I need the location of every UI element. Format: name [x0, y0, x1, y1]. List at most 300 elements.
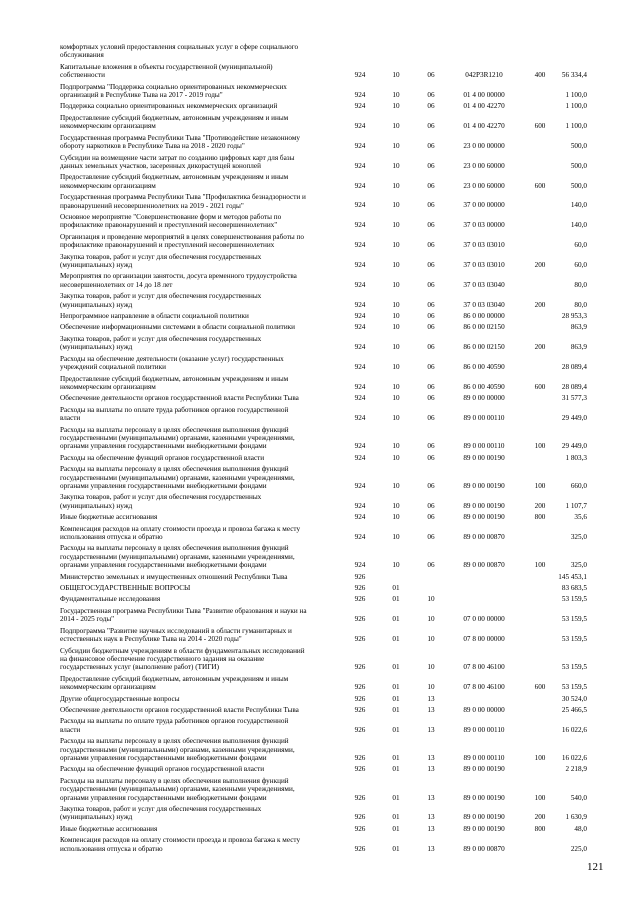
- row-code-section: 10: [392, 513, 400, 522]
- row-amount: 53 159,5: [561, 683, 587, 692]
- row-name: Обеспечение деятельности органов государственной власти Республики Тыва: [60, 394, 299, 403]
- row-amount: 145 453,1: [558, 572, 587, 581]
- table-row: [0, 836, 640, 853]
- row-code-main: 924: [354, 453, 366, 462]
- table-row: [0, 43, 640, 60]
- table-row: [0, 675, 640, 692]
- row-code-main: 924: [354, 142, 366, 151]
- row-code-target: 37 0 03 03040: [463, 280, 505, 289]
- row-code-expense-type: 400: [534, 71, 546, 80]
- row-amount: 30 524,0: [561, 694, 587, 703]
- row-code-expense-type: 200: [534, 501, 546, 510]
- table-row: [0, 335, 640, 352]
- row-code-target: 37 0 03 00000: [463, 221, 505, 230]
- row-code-target: 07 8 00 46100: [463, 663, 505, 672]
- row-amount: 28 089,4: [561, 362, 587, 371]
- row-code-subsection: 06: [427, 414, 435, 423]
- row-name: Непрограммное направление в области социальной политики: [60, 312, 249, 320]
- row-code-subsection: 06: [427, 90, 435, 99]
- row-code-section: 10: [392, 241, 400, 250]
- row-code-main: 926: [354, 793, 366, 802]
- row-code-expense-type: 200: [534, 343, 546, 352]
- row-code-subsection: 06: [427, 312, 435, 320]
- row-code-section: 01: [392, 793, 400, 802]
- row-code-section: 01: [392, 683, 400, 692]
- row-name: Министерство земельных и имущественных отношений Республики Тыва: [60, 572, 288, 581]
- row-name: Закупка товаров, работ и услуг для обеспечения государственных (муниципальных) нужд: [60, 292, 262, 309]
- row-amount: 325,0: [570, 561, 587, 570]
- row-name: Компенсация расходов на оплату стоимости проезда и провоза багажа к месту использования отпуска и обратно: [60, 524, 301, 541]
- row-code-subsection: 06: [427, 343, 435, 352]
- row-code-main: 924: [354, 161, 366, 170]
- row-code-subsection: 06: [427, 394, 435, 403]
- row-code-expense-type: 600: [534, 382, 546, 391]
- row-code-subsection: 06: [427, 362, 435, 371]
- row-name: Субсидии бюджетным учреждениям в области фундаментальных исследований на финансовое обеспечение государственного задания на оказание государственных услуг (выполнение работ) (ТИГИ): [60, 646, 305, 672]
- table-row: [0, 355, 640, 372]
- row-name: Предоставление субсидий бюджетным, автономным учреждениям и иным некоммерческим организациям: [60, 674, 289, 692]
- page-number: 121: [587, 861, 604, 873]
- row-amount: 83 683,5: [561, 584, 587, 592]
- row-code-main: 926: [354, 694, 366, 703]
- row-code-main: 924: [354, 442, 366, 451]
- row-amount: 1 107,7: [565, 501, 587, 510]
- row-code-subsection: 06: [427, 201, 435, 210]
- row-code-target: 86 0 00 40590: [463, 362, 505, 371]
- row-code-target: 37 0 03 03010: [463, 260, 505, 269]
- row-code-main: 924: [354, 362, 366, 371]
- table-row: [0, 426, 640, 451]
- row-code-section: 01: [392, 663, 400, 672]
- row-code-subsection: 10: [427, 615, 435, 624]
- row-code-main: 924: [354, 280, 366, 289]
- row-code-main: 926: [354, 813, 366, 822]
- row-code-main: 926: [354, 595, 366, 604]
- row-code-subsection: 06: [427, 453, 435, 462]
- row-code-main: 926: [354, 683, 366, 692]
- row-amount: 53 159,5: [561, 595, 587, 604]
- row-amount: 35,6: [574, 513, 587, 522]
- row-amount: 25 466,5: [561, 705, 587, 714]
- row-code-section: 10: [392, 394, 400, 403]
- row-code-subsection: 06: [427, 382, 435, 391]
- row-code-main: 924: [354, 532, 366, 541]
- row-code-main: 926: [354, 572, 366, 581]
- table-row: [0, 114, 640, 131]
- row-code-section: 01: [392, 753, 400, 762]
- row-code-target: 37 0 00 00000: [463, 201, 505, 210]
- row-code-section: 10: [392, 323, 400, 332]
- row-name: Расходы на выплаты по оплате труда работников органов государственной власти: [60, 717, 289, 734]
- row-code-main: 924: [354, 394, 366, 403]
- row-amount: 28 953,3: [561, 312, 587, 320]
- row-code-section: 01: [392, 584, 400, 592]
- row-code-section: 01: [392, 844, 400, 853]
- row-amount: 1 100,0: [565, 122, 587, 131]
- row-code-target: 89 0 00 00110: [463, 414, 505, 423]
- row-code-main: 926: [354, 753, 366, 762]
- table-row: [0, 375, 640, 392]
- row-code-subsection: 06: [427, 300, 435, 309]
- row-code-main: 924: [354, 181, 366, 190]
- row-code-subsection: 13: [427, 725, 435, 734]
- table-row: [0, 525, 640, 542]
- row-code-main: 926: [354, 663, 366, 672]
- row-code-section: 01: [392, 824, 400, 833]
- row-code-subsection: 13: [427, 844, 435, 853]
- table-row: [0, 647, 640, 672]
- row-name: Подпрограмма "Развитие научных исследований в области гуманитарных и естественных наук в Республике Тыва на 2014 - 2020 годы": [60, 626, 292, 643]
- row-code-target: 89 0 00 00190: [463, 813, 505, 822]
- row-code-main: 924: [354, 201, 366, 210]
- table-row: [0, 253, 640, 270]
- row-code-subsection: 10: [427, 595, 435, 604]
- row-amount: 60,0: [574, 241, 587, 250]
- row-amount: 140,0: [570, 221, 587, 230]
- row-name: Предоставление субсидий бюджетным, автономным учреждениям и иным некоммерческим организациям: [60, 374, 289, 391]
- row-code-expense-type: 200: [534, 260, 546, 269]
- row-code-main: 926: [354, 615, 366, 624]
- table-row: [0, 323, 640, 331]
- table-row: [0, 805, 640, 822]
- row-code-main: 924: [354, 102, 366, 111]
- row-name: Государственная программа Республики Тыва "Развитие образования и науки на 2014 - 2025 годы": [60, 606, 307, 624]
- row-code-subsection: 06: [427, 481, 435, 490]
- row-code-section: 01: [392, 765, 400, 774]
- row-name: Субсидии на возмещение части затрат по созданию цифровых карт для базы данных земельных участков, засеренных дикорастущей коноплей: [60, 153, 295, 170]
- row-code-target: 89 0 00 00110: [463, 442, 505, 451]
- table-row: [0, 717, 640, 734]
- row-name: Расходы на выплаты персоналу в целях обеспечения выполнения функций государственными (муниципальными) органами, казенными учреждениями, органами управления государственными внебюджетными фондами: [60, 737, 295, 762]
- table-row: [0, 394, 640, 402]
- row-code-section: 10: [392, 362, 400, 371]
- row-name: Расходы на выплаты по оплате труда работников органов государственной власти: [60, 405, 289, 423]
- row-amount: 140,0: [570, 201, 587, 210]
- table-row: [0, 493, 640, 510]
- row-amount: 16 022,6: [561, 725, 587, 734]
- row-code-target: 89 0 00 00190: [463, 824, 505, 833]
- row-code-target: 89 0 00 00190: [463, 765, 505, 774]
- row-amount: 53 159,5: [561, 663, 587, 672]
- row-code-section: 10: [392, 260, 400, 269]
- row-code-main: 926: [354, 634, 366, 643]
- row-code-expense-type: 100: [534, 793, 546, 802]
- table-row: [0, 765, 640, 773]
- row-amount: 540,0: [570, 793, 587, 802]
- row-name: Предоставление субсидий бюджетным, автономным учреждениям и иным некоммерческим организациям: [60, 173, 289, 190]
- row-amount: 28 089,4: [561, 382, 587, 391]
- row-code-subsection: 13: [427, 694, 435, 703]
- row-code-main: 924: [354, 513, 366, 522]
- row-name: Закупка товаров, работ и услуг для обеспечения государственных (муниципальных) нужд: [60, 493, 262, 510]
- row-amount: 53 159,5: [561, 634, 587, 643]
- row-name: Основное мероприятие "Совершенствование форм и методов работы по профилактике правонарушений и преступлений несовершеннолетних": [60, 212, 282, 230]
- row-code-expense-type: 200: [534, 813, 546, 822]
- row-code-target: 37 0 03 03010: [463, 241, 505, 250]
- row-code-target: 89 0 00 00870: [463, 844, 505, 853]
- row-code-target: 89 0 00 00110: [463, 725, 505, 734]
- table-row: [0, 193, 640, 210]
- row-code-main: 924: [354, 414, 366, 423]
- row-code-expense-type: 200: [534, 300, 546, 309]
- row-code-section: 10: [392, 122, 400, 131]
- table-row: [0, 83, 640, 100]
- table-row: [0, 777, 640, 802]
- row-code-subsection: 13: [427, 765, 435, 774]
- row-code-target: 37 0 03 03040: [463, 300, 505, 309]
- row-code-section: 10: [392, 501, 400, 510]
- table-row: [0, 627, 640, 644]
- row-code-target: 07 8 00 00000: [463, 634, 505, 643]
- row-name: Поддержка социально ориентированных некоммерческих организаций: [60, 102, 278, 111]
- row-name: Компенсация расходов на оплату стоимости проезда и провоза багажа к месту использования отпуска и обратно: [60, 836, 301, 853]
- row-amount: 225,0: [570, 844, 587, 853]
- row-name: Расходы на выплаты персоналу в целях обеспечения выполнения функций государственными (муниципальными) органами, казенными учреждениями, органами управления государственными внебюджетными фондами: [60, 776, 295, 802]
- row-code-main: 924: [354, 501, 366, 510]
- row-code-subsection: 06: [427, 513, 435, 522]
- table-row: [0, 154, 640, 171]
- table-row: [0, 406, 640, 423]
- row-code-section: 01: [392, 813, 400, 822]
- row-code-main: 924: [354, 71, 366, 80]
- row-code-target: 23 0 00 60000: [463, 161, 505, 170]
- row-code-target: 07 8 00 46100: [463, 683, 505, 692]
- row-code-subsection: 06: [427, 71, 435, 80]
- row-code-section: 10: [392, 71, 400, 80]
- row-code-target: 89 0 00 00110: [463, 753, 505, 762]
- row-code-subsection: 13: [427, 793, 435, 802]
- row-code-target: 01 4 00 42270: [463, 122, 505, 131]
- row-amount: 500,0: [570, 142, 587, 151]
- row-name: Расходы на обеспечение функций органов государственной власти: [60, 765, 265, 774]
- row-name: комфортных условий предоставления социальных услуг в сфере социального обслуживания: [60, 43, 299, 60]
- row-code-subsection: 06: [427, 532, 435, 541]
- row-amount: 500,0: [570, 181, 587, 190]
- row-name: Организация и проведение мероприятий в целях совершенствования работы по профилактике правонарушений и преступлений несовершеннолетних: [60, 232, 304, 250]
- row-code-section: 10: [392, 201, 400, 210]
- row-name: Мероприятия по организации занятости, досуга временного трудоустройства несовершеннолетних от 14 до 18 лет: [60, 272, 297, 289]
- row-code-target: 89 0 00 00190: [463, 793, 505, 802]
- row-code-expense-type: 800: [534, 824, 546, 833]
- row-code-main: 926: [354, 844, 366, 853]
- row-code-subsection: 06: [427, 161, 435, 170]
- row-code-target: 86 0 00 02150: [463, 323, 505, 332]
- row-name: Закупка товаров, работ и услуг для обеспечения государственных (муниципальных) нужд: [60, 334, 262, 352]
- table-row: [0, 573, 640, 581]
- row-name: Расходы на выплаты персоналу в целях обеспечения выполнения функций государственными (муниципальными) органами, казенными учреждениями, органами управления государственными внебюджетными фондами: [60, 465, 295, 490]
- row-name: Расходы на обеспечение деятельности (оказание услуг) государственных учреждений социальной политики: [60, 354, 284, 371]
- row-code-subsection: 06: [427, 501, 435, 510]
- row-code-section: 10: [392, 532, 400, 541]
- row-amount: 16 022,6: [561, 753, 587, 762]
- row-code-section: 10: [392, 382, 400, 391]
- row-name: Фундаментальные исследования: [60, 595, 161, 604]
- row-code-subsection: 10: [427, 663, 435, 672]
- row-code-section: 10: [392, 312, 400, 320]
- row-code-section: 01: [392, 694, 400, 703]
- row-code-target: 86 0 00 02150: [463, 343, 505, 352]
- table-row: [0, 584, 640, 592]
- row-amount: 29 449,0: [561, 442, 587, 451]
- row-amount: 2 218,9: [565, 765, 587, 774]
- row-code-section: 10: [392, 181, 400, 190]
- row-amount: 660,0: [570, 481, 587, 490]
- row-code-section: 10: [392, 221, 400, 230]
- row-amount: 80,0: [574, 300, 587, 309]
- row-code-section: 10: [392, 453, 400, 462]
- row-name: Иные бюджетные ассигнования: [60, 824, 158, 833]
- row-code-target: 89 0 00 00870: [463, 561, 505, 570]
- table-row: [0, 63, 640, 80]
- row-code-subsection: 13: [427, 705, 435, 714]
- row-code-subsection: 06: [427, 561, 435, 570]
- row-code-section: 10: [392, 414, 400, 423]
- row-code-target: 01 4 00 42270: [463, 102, 505, 111]
- row-code-target: 86 0 00 40590: [463, 382, 505, 391]
- row-code-section: 10: [392, 90, 400, 99]
- row-code-main: 924: [354, 221, 366, 230]
- row-amount: 325,0: [570, 532, 587, 541]
- row-code-subsection: 10: [427, 634, 435, 643]
- row-code-main: 926: [354, 705, 366, 714]
- row-name: Расходы на выплаты персоналу в целях обеспечения выполнения функций государственными (муниципальными) органами, казенными учреждениями, органами управления государственными внебюджетными фондами: [60, 544, 295, 570]
- row-code-main: 926: [354, 725, 366, 734]
- row-name: Расходы на выплаты персоналу в целях обеспечения выполнения функций государственными (муниципальными) органами, казенными учреждениями, органами управления государственными внебюджетными фондами: [60, 425, 295, 451]
- row-code-subsection: 06: [427, 280, 435, 289]
- row-amount: 60,0: [574, 260, 587, 269]
- row-code-subsection: 13: [427, 813, 435, 822]
- table-row: [0, 706, 640, 714]
- row-code-subsection: 13: [427, 824, 435, 833]
- row-code-target: 89 0 00 00190: [463, 453, 505, 462]
- row-code-target: 89 0 00 00000: [463, 394, 505, 403]
- row-code-subsection: 13: [427, 753, 435, 762]
- row-amount: 1 630,9: [565, 813, 587, 822]
- row-code-subsection: 06: [427, 221, 435, 230]
- row-code-main: 924: [354, 343, 366, 352]
- row-code-target: 23 0 00 60000: [463, 181, 505, 190]
- row-code-section: 10: [392, 481, 400, 490]
- row-code-subsection: 06: [427, 442, 435, 451]
- table-row: [0, 233, 640, 250]
- row-code-main: 924: [354, 382, 366, 391]
- row-amount: 80,0: [574, 280, 587, 289]
- row-code-target: 89 0 00 00870: [463, 532, 505, 541]
- row-amount: 863,9: [570, 343, 587, 352]
- row-code-target: 042P3R1210: [465, 71, 503, 80]
- table-row: [0, 134, 640, 151]
- row-code-main: 924: [354, 481, 366, 490]
- row-amount: 1 100,0: [565, 102, 587, 111]
- row-code-section: 10: [392, 102, 400, 111]
- row-code-section: 10: [392, 442, 400, 451]
- row-name: Расходы на обеспечение функций органов государственной власти: [60, 453, 265, 462]
- row-code-target: 89 0 00 00190: [463, 481, 505, 490]
- row-code-expense-type: 600: [534, 181, 546, 190]
- row-name: Капитальные вложения в объекты государственной (муниципальной) собственности: [60, 62, 273, 80]
- row-amount: 56 334,4: [561, 71, 587, 80]
- row-amount: 863,9: [570, 323, 587, 332]
- row-code-section: 10: [392, 561, 400, 570]
- row-code-subsection: 10: [427, 683, 435, 692]
- row-code-main: 926: [354, 765, 366, 774]
- row-code-main: 924: [354, 561, 366, 570]
- row-code-subsection: 06: [427, 181, 435, 190]
- row-name: Обеспечение деятельности органов государственной власти Республики Тыва: [60, 705, 299, 714]
- row-amount: 1 100,0: [565, 90, 587, 99]
- row-code-subsection: 06: [427, 260, 435, 269]
- row-name: Закупка товаров, работ и услуг для обеспечения государственных (муниципальных) нужд: [60, 252, 262, 269]
- row-code-target: 89 0 00 00190: [463, 513, 505, 522]
- row-code-section: 01: [392, 615, 400, 624]
- row-name: Закупка товаров, работ и услуг для обеспечения государственных (муниципальных) нужд: [60, 805, 262, 822]
- row-code-main: 926: [354, 584, 366, 592]
- row-code-main: 924: [354, 312, 366, 320]
- row-code-target: 86 0 00 00000: [463, 312, 505, 320]
- table-row: [0, 292, 640, 309]
- row-name: Предоставление субсидий бюджетным, автономным учреждениям и иным некоммерческим организациям: [60, 113, 289, 131]
- row-code-subsection: 06: [427, 323, 435, 332]
- row-code-target: 89 0 00 00000: [463, 705, 505, 714]
- table-row: [0, 607, 640, 624]
- table-row: [0, 102, 640, 110]
- row-code-subsection: 06: [427, 142, 435, 151]
- table-row: [0, 737, 640, 762]
- table-row: [0, 465, 640, 490]
- table-row: [0, 825, 640, 833]
- row-code-target: 01 4 00 00000: [463, 90, 505, 99]
- row-code-expense-type: 100: [534, 561, 546, 570]
- row-code-subsection: 06: [427, 102, 435, 111]
- table-row: [0, 454, 640, 462]
- row-code-section: 01: [392, 595, 400, 604]
- row-amount: 31 577,3: [561, 394, 587, 403]
- row-name: Государственная программа Республики Тыва "Противодействие незаконному обороту наркотиков в Республике Тыва на 2018 - 2020 годы": [60, 133, 300, 151]
- row-amount: 500,0: [570, 161, 587, 170]
- row-code-main: 924: [354, 90, 366, 99]
- table-row: [0, 173, 640, 190]
- row-code-expense-type: 600: [534, 683, 546, 692]
- row-code-main: 924: [354, 300, 366, 309]
- table-row: [0, 595, 640, 603]
- row-code-section: 01: [392, 725, 400, 734]
- row-code-expense-type: 100: [534, 753, 546, 762]
- row-amount: 48,0: [574, 824, 587, 833]
- table-row: [0, 272, 640, 289]
- row-amount: 1 803,3: [565, 453, 587, 462]
- row-code-main: 924: [354, 122, 366, 131]
- row-code-section: 01: [392, 634, 400, 643]
- row-code-subsection: 06: [427, 122, 435, 131]
- row-name: Иные бюджетные ассигнования: [60, 513, 158, 522]
- table-row: [0, 513, 640, 521]
- table-row: [0, 695, 640, 703]
- row-code-section: 01: [392, 705, 400, 714]
- row-name: ОБЩЕГОСУДАРСТВЕННЫЕ ВОПРОСЫ: [60, 584, 191, 592]
- row-code-main: 924: [354, 323, 366, 332]
- row-code-main: 924: [354, 241, 366, 250]
- row-amount: 53 159,5: [561, 615, 587, 624]
- row-code-expense-type: 100: [534, 481, 546, 490]
- row-code-target: 23 0 00 00000: [463, 142, 505, 151]
- table-row: [0, 312, 640, 320]
- row-name: Другие общегосударственные вопросы: [60, 694, 180, 703]
- row-code-expense-type: 100: [534, 442, 546, 451]
- row-code-expense-type: 600: [534, 122, 546, 131]
- row-name: Обеспечение информационными системами в области социальной политики: [60, 323, 296, 332]
- row-code-expense-type: 800: [534, 513, 546, 522]
- table-row: [0, 213, 640, 230]
